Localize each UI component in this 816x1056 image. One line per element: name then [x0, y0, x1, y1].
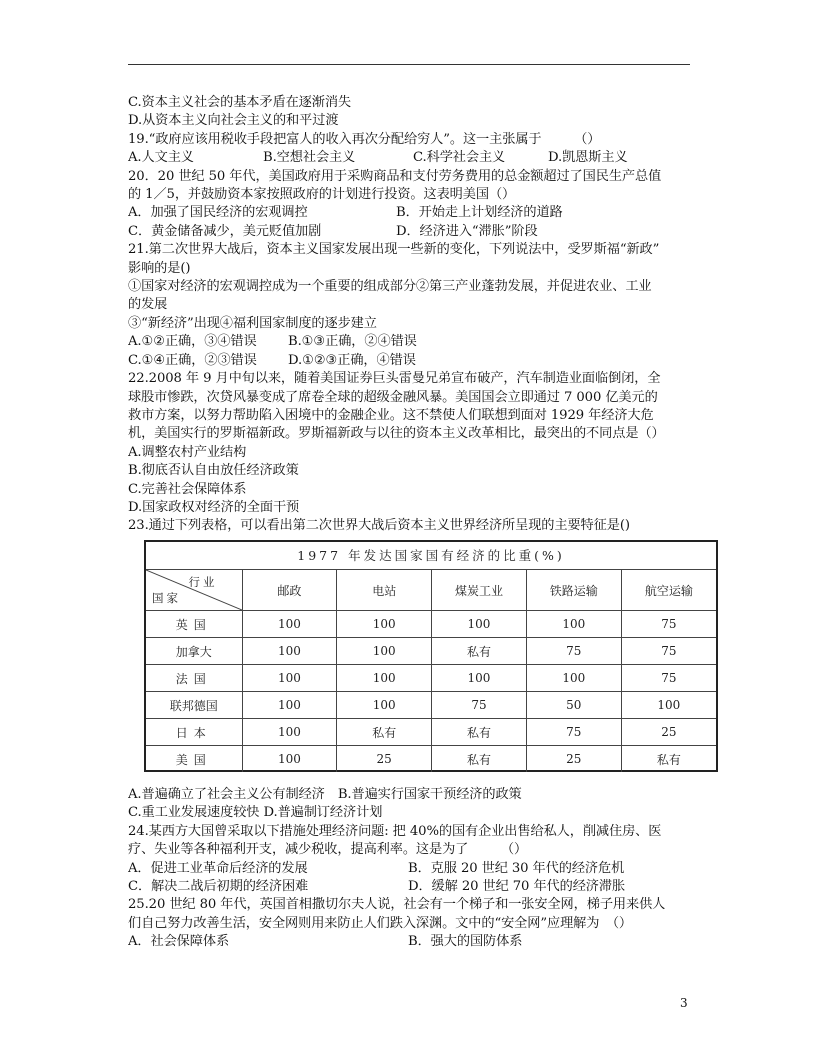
option-c: C.完善社会保障体系: [128, 481, 247, 497]
table-cell: 25: [526, 746, 621, 773]
question-20-options: [128, 204, 694, 222]
table-row-country: 英国: [146, 611, 242, 638]
question-21-options: [128, 352, 694, 370]
table-header-cell: 电站: [337, 570, 432, 611]
option-b: B．开始走上计划经济的道路: [396, 205, 563, 221]
question-20-stem: 20．20 世纪 50 年代，美国政府用于采购商品和支付劳务费用的总金额超过了国民生产总值: [128, 168, 662, 184]
page-number: 3: [680, 996, 688, 1010]
questions-upper: [128, 94, 694, 536]
option-d: D．经济进入“滞胀”阶段: [396, 223, 538, 239]
table-row-country: 联邦德国: [146, 692, 242, 719]
table-cell: 75: [526, 638, 621, 665]
question-25-options: [128, 933, 694, 951]
question-21-options: [128, 333, 694, 351]
question-21-stem: 的发展: [128, 297, 168, 313]
question-24-stem: 疗、失业等各种福利开支，减少税收，提高利率。这是为了 （）: [128, 842, 528, 858]
table-cell: 100: [242, 719, 337, 746]
table-row: [146, 692, 716, 719]
questions-lower: [128, 786, 694, 952]
option-a: A．促进工业革命后经济的发展: [128, 860, 308, 876]
option-b: B.①③正确，②④错误: [288, 334, 417, 350]
option-d: D.国家政权对经济的全面干预: [128, 499, 300, 515]
table-caption: 1977 年发达国家国有经济的比重(%): [146, 542, 716, 570]
question-21-stem: 影响的是(): [128, 260, 191, 276]
option-b: B.空想社会主义: [263, 150, 356, 166]
question-21-stem: 21.第二次世界大战后，资本主义国家发展出现一些新的变化，下列说法中，受罗斯福“新政”: [128, 242, 660, 258]
option-d: D.凯恩斯主义: [548, 150, 628, 166]
option-d: D．缓解 20 世纪 70 年代的经济滞胀: [408, 879, 626, 895]
table-cell: 私有: [621, 746, 716, 773]
table-row: [146, 611, 716, 638]
corner-label-country: 国家: [152, 591, 181, 605]
question-21-stem: ①国家对经济的宏观调控成为一个重要的组成部分②第三产业蓬勃发展，并促进农业、工业: [128, 279, 652, 295]
corner-label-industry: 行业: [188, 575, 218, 589]
table-cell: 75: [621, 611, 716, 638]
table-cell: 100: [242, 746, 337, 773]
question-19-stem: 19.“政府应该用税收手段把富人的收入再次分配给穷人”。这一主张属于 （）: [128, 131, 601, 147]
table-header-cell: 煤炭工业: [432, 570, 527, 611]
option-c: C．黄金储备减少，美元贬值加剧: [128, 223, 322, 239]
table-cell: 75: [432, 692, 527, 719]
table-cell: 100: [526, 665, 621, 692]
option-a: A．加强了国民经济的宏观调控: [128, 205, 308, 221]
option-line: D.从资本主义向社会主义的和平过渡: [128, 113, 339, 129]
table-header-cell: 航空运输: [621, 570, 716, 611]
table-row-country: 美国: [146, 746, 242, 773]
table-cell: 100: [337, 665, 432, 692]
question-22-stem: 救市方案，以努力帮助陷入困境中的金融企业。这不禁使人们联想到面对 1929 年经济大危: [128, 407, 654, 423]
table-cell: 100: [432, 665, 527, 692]
table-cell: 100: [337, 611, 432, 638]
table-row: [146, 665, 716, 692]
table-row: [146, 746, 716, 773]
question-23-options: C.重工业发展速度较快 D.普遍制订经济计划: [128, 805, 383, 821]
question-25-stem: 25.20 世纪 80 年代，英国首相撒切尔夫人说，社会有一个梯子和一张安全网，梯子用来供人: [128, 897, 666, 913]
question-24-options: [128, 878, 694, 896]
table-row-country: 加拿大: [146, 638, 242, 665]
table-corner-cell: [146, 570, 242, 611]
table-cell: 100: [242, 611, 337, 638]
option-a: A.人文主义: [128, 150, 194, 166]
table-cell: 50: [526, 692, 621, 719]
table-cell: 私有: [432, 746, 527, 773]
question-22-stem: 机，美国实行的罗斯福新政。罗斯福新政与以往的资本主义改革相比，最突出的不同点是（）: [128, 426, 665, 442]
question-23-stem: 23.通过下列表格，可以看出第二次世界大战后资本主义世界经济所呈现的主要特征是(): [128, 518, 630, 534]
table-cell: 75: [621, 638, 716, 665]
option-b: B.彻底否认自由放任经济政策: [128, 463, 299, 479]
table-cell: 100: [242, 665, 337, 692]
table-header-row: [146, 570, 716, 611]
table-cell: 25: [621, 719, 716, 746]
table-cell: 75: [526, 719, 621, 746]
table-header-cell: 铁路运输: [526, 570, 621, 611]
table-cell: 100: [526, 611, 621, 638]
question-20-options: [128, 223, 694, 241]
table-cell: 100: [432, 611, 527, 638]
table-row: [146, 719, 716, 746]
table-row-country: 法国: [146, 665, 242, 692]
question-20-stem: 的 1／5，并鼓励资本家按照政府的计划进行投资。这表明美国（）: [128, 187, 516, 203]
option-b: B．克服 20 世纪 30 年代的经济危机: [408, 860, 625, 876]
header-rule: [128, 64, 690, 65]
option-d: D.①②③正确，④错误: [288, 352, 416, 368]
table-cell: 100: [621, 692, 716, 719]
question-25-stem: 们自己努力改善生活，安全网则用来防止人们跌入深渊。文中的“安全网”应理解为 （）: [128, 915, 633, 931]
question-24-options: [128, 860, 694, 878]
table-cell: 100: [242, 638, 337, 665]
table-cell: 私有: [432, 719, 527, 746]
option-a: A.①②正确，③④错误: [128, 334, 257, 350]
option-c: C.①④正确，②③错误: [128, 352, 257, 368]
table-cell: 75: [621, 665, 716, 692]
option-b: B．强大的国防体系: [408, 934, 523, 950]
option-c: C．解决二战后初期的经济困难: [128, 879, 309, 895]
table-row-country: 日本: [146, 719, 242, 746]
question-21-stem: ③“新经济”出现④福利国家制度的逐步建立: [128, 315, 377, 331]
table-cell: 私有: [337, 719, 432, 746]
table-cell: 100: [242, 692, 337, 719]
question-23-options: A.普遍确立了社会主义公有制经济 B.普遍实行国家干预经济的政策: [128, 787, 522, 802]
option-c: C.科学社会主义: [413, 150, 506, 166]
table-header-cell: 邮政: [242, 570, 337, 611]
table-cell: 25: [337, 746, 432, 773]
question-22-stem: 球股市惨跌，次贷风暴变成了席卷全球的超级金融风暴。美国国会立即通过 7 000 亿美元的: [128, 389, 658, 405]
table-cell: 100: [337, 692, 432, 719]
option-a: A．社会保障体系: [128, 934, 230, 950]
state-economy-table: [144, 540, 718, 772]
table-row: [146, 638, 716, 665]
option-a: A.调整农村产业结构: [128, 444, 247, 460]
question-24-stem: 24.某西方大国曾采取以下措施处理经济问题: 把 40%的国有企业出售给私人，削减住房、医: [128, 823, 662, 839]
question-19-options: [128, 149, 694, 167]
option-line: C.资本主义社会的基本矛盾在逐渐消失: [128, 95, 352, 110]
table-grid: [146, 570, 716, 772]
table-cell: 100: [337, 638, 432, 665]
table-cell: 私有: [432, 638, 527, 665]
question-22-stem: 22.2008 年 9 月中旬以来，随着美国证券巨头雷曼兄弟宣布破产，汽车制造业面临倒闭，全: [128, 371, 661, 387]
